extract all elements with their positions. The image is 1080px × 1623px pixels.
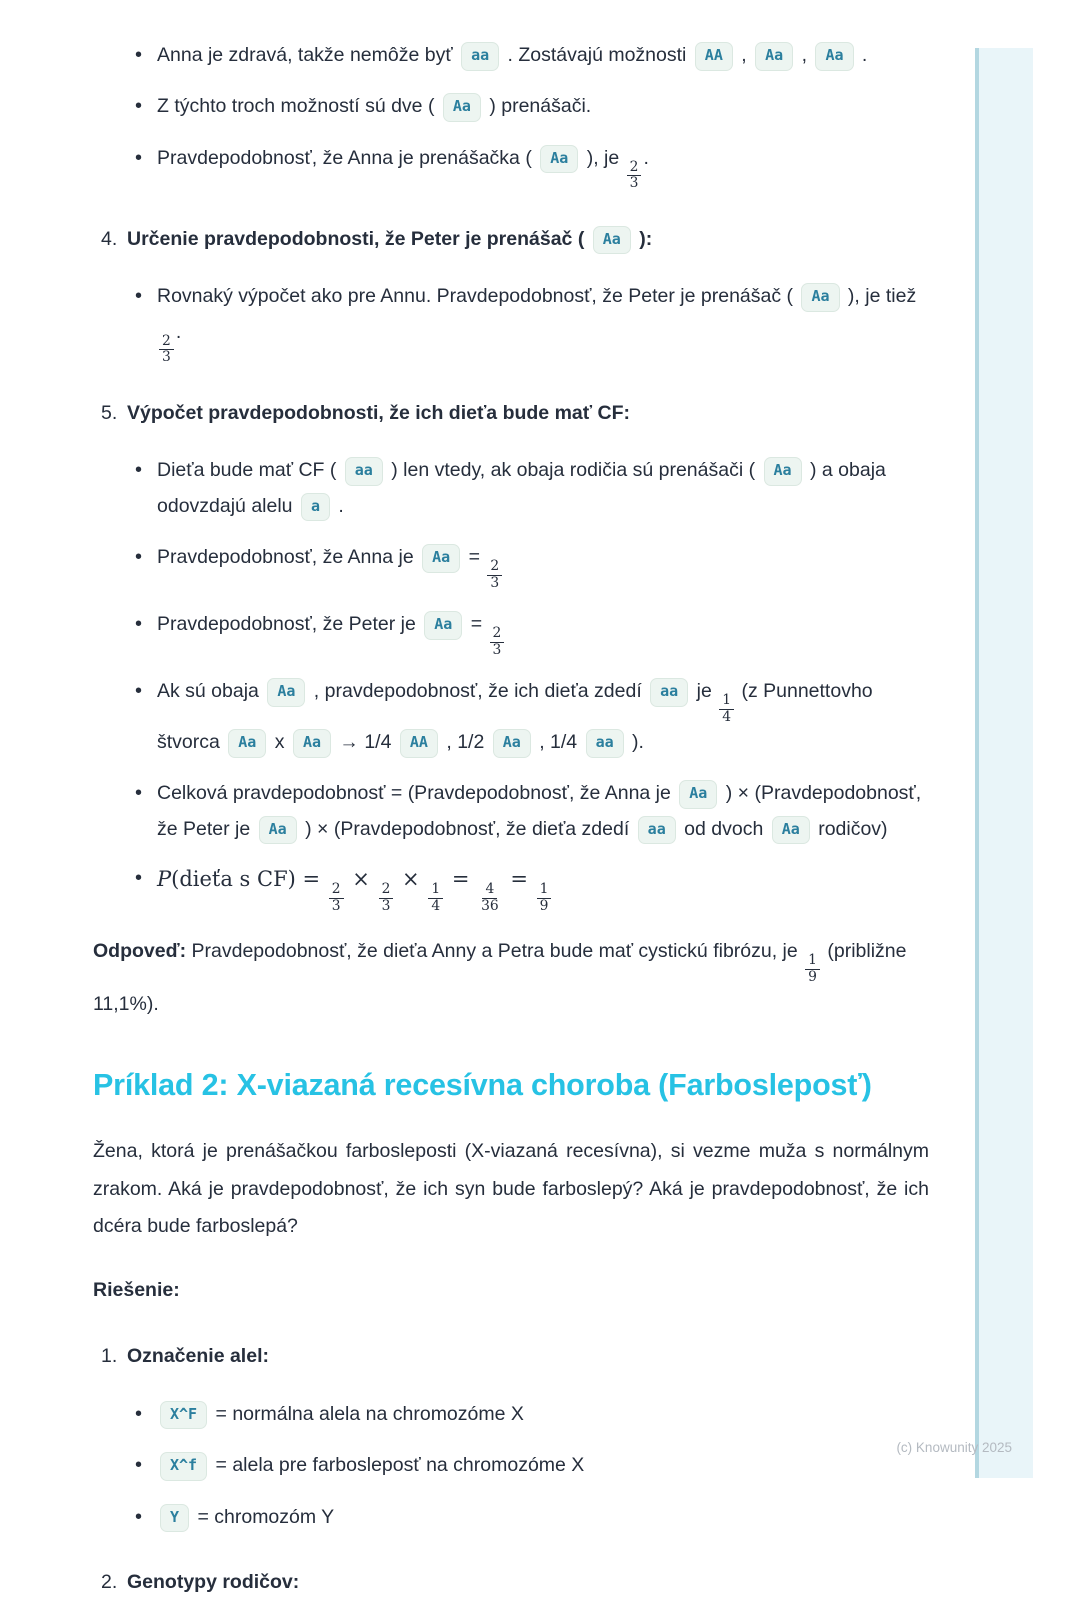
- allele-badge: Aa: [267, 678, 305, 707]
- allele-badge: Aa: [443, 93, 481, 122]
- paragraph: Žena, ktorá je prenášačkou farbosleposti (X-viazaná recesívna), si vezme muža s normálnym zrakom. Aká je pravdepodobnosť, že ich syn bude farboslepý? Aká je pravdepodobnosť, že ich dcéra bude farboslepá?: [93, 1140, 929, 1237]
- bullet-list: [93, 1397, 929, 1535]
- list-item: • Ak sú obaja Aa , pravdepodobnosť, že ich dieťa zdedí aa je $\frac{1}{4}$ (z Punnettovho štvorca Aa x Aa → 1/4 AA , 1/2 Aa , 1/4 aa ).: [93, 674, 929, 760]
- bullet-list: [93, 279, 929, 365]
- fraction-denominator: 4: [431, 897, 441, 914]
- list-item: • Dieťa bude mať CF ( aa ) len vtedy, ak obaja rodičia sú prenášači ( Aa ) a obaja odovzdajú alelu a .: [93, 453, 929, 524]
- list-item: • Anna je zdravá, takže nemôže byť aa . Zostávajú možnosti AA , Aa , Aa .: [93, 38, 929, 73]
- fraction-denominator: 36: [481, 897, 499, 914]
- fraction-denominator: 3: [492, 641, 502, 658]
- fraction: [719, 693, 734, 725]
- fraction-numerator: 2: [627, 160, 642, 177]
- allele-badge: Aa: [422, 544, 460, 573]
- allele-badge: a: [301, 493, 330, 522]
- allele-badge: Aa: [801, 283, 839, 312]
- bold-text: Označenie alel:: [127, 1345, 269, 1368]
- bold-text: Genotypy rodičov:: [127, 1571, 300, 1594]
- bold-text: Výpočet pravdepodobnosti, že ich dieťa bude mať CF:: [127, 401, 631, 424]
- item-number: 4.: [101, 227, 118, 250]
- bullet-marker: •: [135, 867, 143, 890]
- allele-badge: Aa: [764, 457, 802, 486]
- allele-badge: AA: [400, 729, 438, 758]
- math-text: =: [445, 867, 477, 892]
- fraction-denominator: 9: [539, 897, 549, 914]
- bullet-marker: •: [135, 782, 143, 805]
- allele-badge: aa: [586, 729, 624, 758]
- paragraph: [93, 1271, 929, 1309]
- item-number: 2.: [101, 1571, 118, 1594]
- allele-badge: aa: [345, 457, 383, 486]
- allele-badge: Aa: [228, 729, 266, 758]
- bold-text: Určenie pravdepodobnosti, že Peter je prenášač (: [127, 227, 590, 250]
- bullet-marker: •: [135, 1454, 143, 1477]
- fraction-numerator: 1: [719, 693, 734, 710]
- bullet-marker: •: [135, 546, 143, 569]
- allele-badge: X^f: [160, 1452, 207, 1481]
- fraction: [490, 626, 505, 658]
- paragraph: Odpoveď: Pravdepodobnosť, že dieťa Anny a Petra bude mať cystickú fibrózu, je $\frac{1}{9}$ (približne 11,1%).: [93, 940, 907, 1016]
- fraction: [487, 559, 502, 591]
- item-number: 1.: [101, 1345, 118, 1368]
- bullet-marker: •: [135, 459, 143, 482]
- list-item: • Celková pravdepodobnosť = (Pravdepodobnosť, že Anna je Aa ) × (Pravdepodobnosť, že Peter je Aa ) × (Pravdepodobnosť, že dieťa zdedí aa od dvoch Aa rodičov): [93, 776, 929, 847]
- numbered-heading: [93, 222, 929, 257]
- bold-text: ):: [633, 227, 653, 250]
- allele-badge: AA: [695, 42, 733, 71]
- fraction: [537, 882, 552, 914]
- allele-badge: Aa: [293, 729, 331, 758]
- allele-badge: X^F: [160, 1401, 207, 1430]
- fraction-denominator: 3: [331, 897, 341, 914]
- allele-badge: Aa: [755, 42, 793, 71]
- fraction-numerator: 2: [159, 334, 174, 351]
- fraction-numerator: 2: [490, 626, 505, 643]
- allele-badge: aa: [461, 42, 499, 71]
- item-number: 5.: [101, 401, 118, 424]
- fraction-denominator: 3: [629, 175, 639, 192]
- fraction-denominator: 3: [381, 897, 391, 914]
- page-margin-bar: [975, 48, 1033, 1478]
- fraction: [379, 882, 394, 914]
- allele-badge: Aa: [679, 780, 717, 809]
- list-item: • Y = chromozóm Y: [93, 1500, 929, 1535]
- bullet-marker: •: [135, 44, 143, 66]
- list-item: • X^f = alela pre farbosleposť na chromozóme X: [93, 1448, 929, 1483]
- fraction-numerator: 2: [379, 882, 394, 899]
- allele-badge: Aa: [772, 816, 810, 845]
- fraction-denominator: 9: [808, 968, 817, 985]
- bullet-marker: •: [135, 680, 143, 703]
- list-item: [93, 863, 929, 914]
- fraction: [478, 882, 502, 914]
- fraction-numerator: 1: [428, 882, 443, 899]
- bullet-marker: •: [135, 1402, 143, 1425]
- math-text: ×: [345, 867, 377, 892]
- list-item: • Rovnaký výpočet ako pre Annu. Pravdepodobnosť, že Peter je prenášač ( Aa ), je tiež $\frac{2}{3}$ .: [93, 279, 929, 365]
- watermark: (c) Knowunity 2025: [896, 1440, 1012, 1455]
- bullet-list: [93, 453, 929, 914]
- fraction-numerator: 1: [805, 953, 820, 970]
- bold-text: Odpoveď:: [93, 940, 187, 963]
- allele-badge: Aa: [540, 145, 578, 174]
- fraction-numerator: 4: [482, 882, 497, 899]
- bullet-list: [93, 38, 929, 192]
- bullet-marker: •: [135, 285, 143, 308]
- fraction: [159, 334, 174, 366]
- allele-badge: Aa: [815, 42, 853, 71]
- allele-badge: Aa: [259, 816, 297, 845]
- list-item: • Z týchto troch možností sú dve ( Aa ) prenášači.: [93, 89, 929, 124]
- document-content: [93, 38, 929, 1623]
- fraction-denominator: 3: [162, 349, 171, 366]
- allele-badge: aa: [638, 816, 676, 845]
- fraction-denominator: 3: [490, 574, 500, 591]
- fraction-numerator: 2: [487, 559, 502, 576]
- bullet-marker: •: [135, 95, 143, 118]
- math-text: =: [503, 867, 535, 892]
- fraction: [428, 882, 443, 914]
- math-variable: P: [157, 867, 172, 892]
- allele-badge: Y: [160, 1504, 189, 1533]
- fraction: [627, 160, 642, 192]
- fraction: [329, 882, 344, 914]
- numbered-heading: [93, 1565, 929, 1600]
- allele-badge: Aa: [424, 611, 462, 640]
- math-text: ×: [395, 867, 427, 892]
- list-item: • Pravdepodobnosť, že Peter je Aa = $\frac{2}{3}$: [93, 607, 929, 658]
- fraction-numerator: 1: [537, 882, 552, 899]
- section-heading: Príklad 2: X-viazaná recesívna choroba (Farbosleposť): [93, 1068, 872, 1103]
- list-item: • X^F = normálna alela na chromozóme X: [93, 1397, 929, 1432]
- numbered-heading: [93, 396, 929, 431]
- bold-text: Riešenie:: [93, 1279, 180, 1302]
- list-item: • Pravdepodobnosť, že Anna je prenášačka ( Aa ), je $\frac{2}{3}$ .: [93, 141, 929, 192]
- bullet-marker: •: [135, 146, 143, 169]
- math-text: (dieťa s CF) =: [171, 867, 327, 892]
- allele-badge: aa: [650, 678, 688, 707]
- fraction: [805, 953, 820, 985]
- fraction-denominator: 4: [722, 708, 732, 725]
- allele-badge: Aa: [493, 729, 531, 758]
- list-item: • Pravdepodobnosť, že Anna je Aa = $\frac{2}{3}$: [93, 540, 929, 591]
- allele-badge: Aa: [593, 226, 631, 255]
- bullet-marker: •: [135, 613, 143, 636]
- bullet-marker: •: [135, 1505, 143, 1528]
- fraction-numerator: 2: [329, 882, 344, 899]
- numbered-heading: [93, 1339, 929, 1374]
